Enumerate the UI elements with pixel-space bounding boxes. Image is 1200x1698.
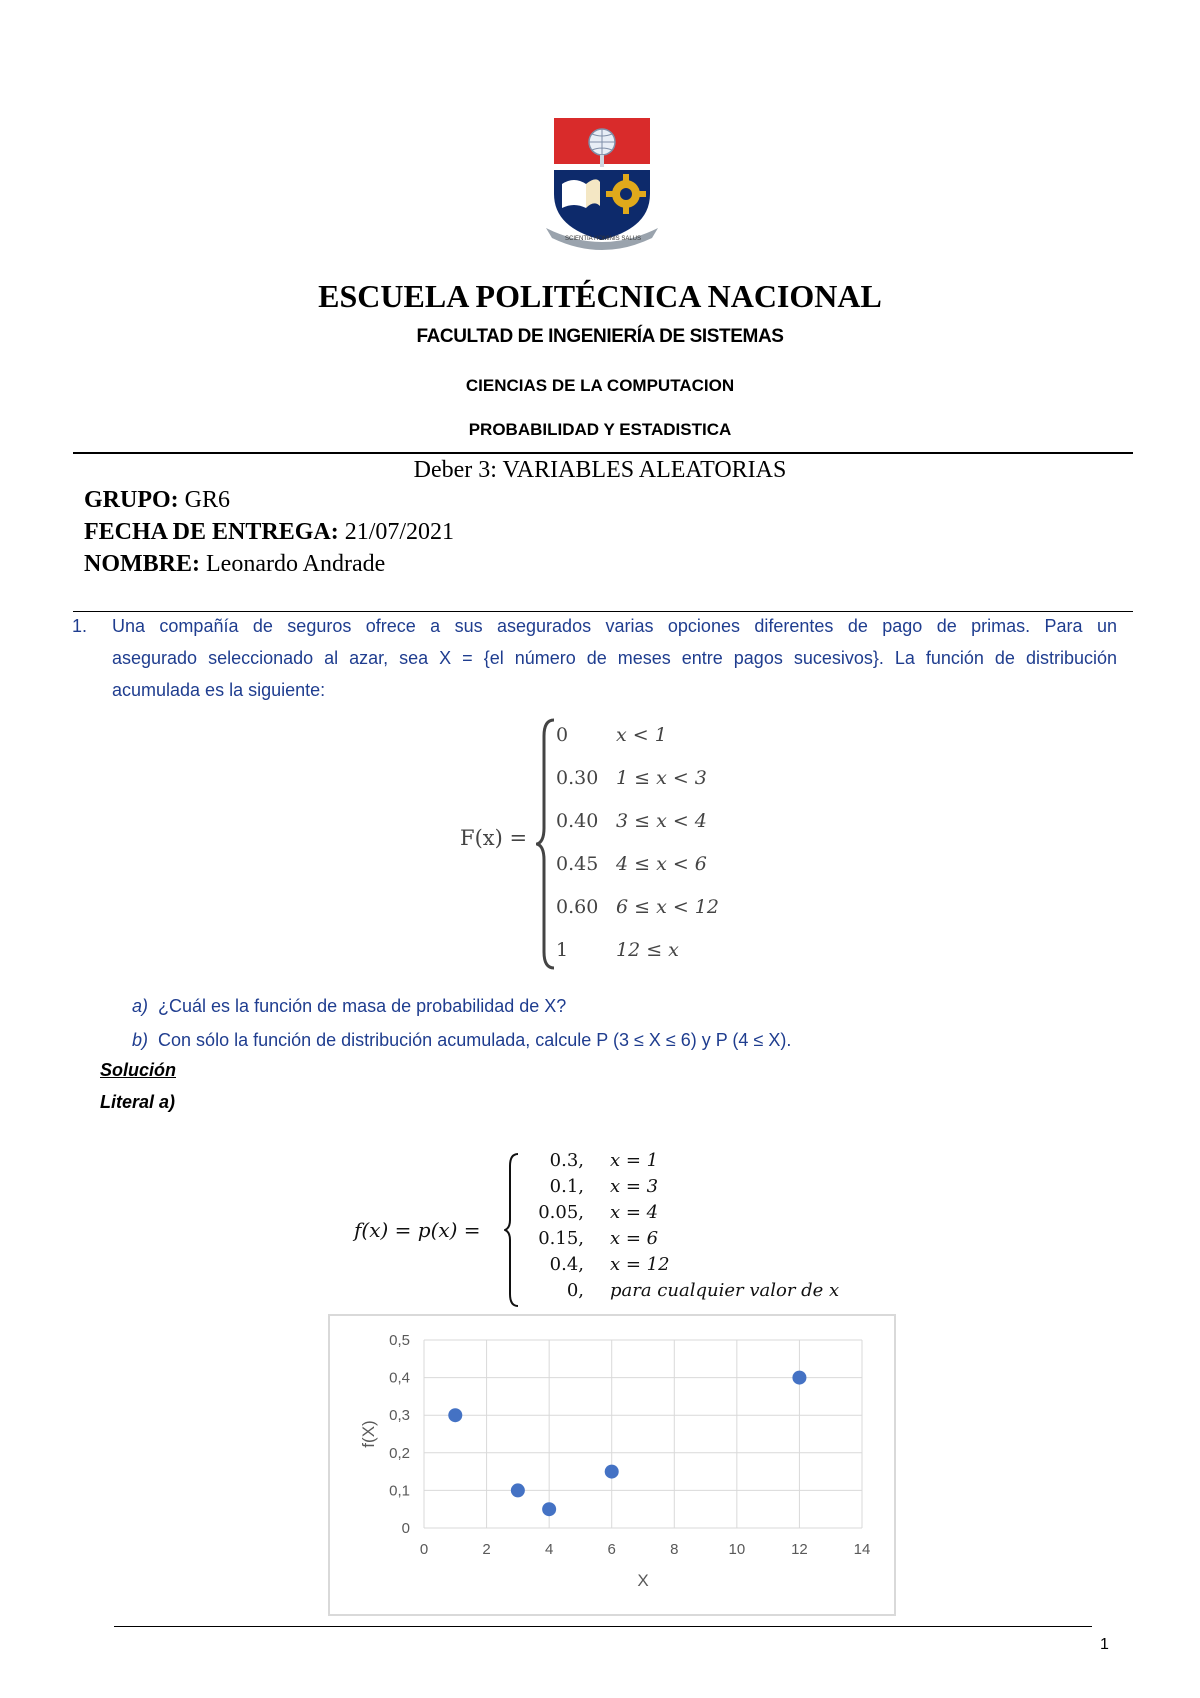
y-tick-label: 0,5 bbox=[389, 1332, 410, 1349]
solution-title: Solución bbox=[100, 1060, 176, 1080]
date-label: FECHA DE ENTREGA: bbox=[84, 519, 339, 545]
data-point bbox=[792, 1371, 806, 1385]
x-tick-label: 0 bbox=[419, 1541, 429, 1558]
pmf-lhs: f(x) = p(x) = bbox=[354, 1218, 481, 1242]
literal-a-heading: Literal a) bbox=[100, 1092, 176, 1112]
pmf-row: 0.3, x = 1 bbox=[549, 1150, 659, 1171]
header-divider bbox=[73, 452, 1133, 454]
pmf-row: 0.15, x = 6 bbox=[538, 1228, 659, 1249]
cdf-lhs: F(x) = bbox=[460, 826, 528, 850]
logo-motto: SCIENTIA HOMINIS SALUS bbox=[564, 236, 642, 242]
page-number: 1 bbox=[1100, 1636, 1109, 1653]
cdf-row: 0.45 4 ≤ x < 6 bbox=[556, 853, 707, 875]
pmf-row: 0.1, x = 3 bbox=[549, 1176, 659, 1197]
cdf-row: 0 x < 1 bbox=[556, 724, 667, 746]
date-value: 21/07/2021 bbox=[344, 519, 455, 545]
pmf-row: 0.4, x = 12 bbox=[549, 1254, 670, 1275]
faculty-name: FACULTAD DE INGENIERÍA DE SISTEMAS bbox=[416, 326, 784, 347]
group-label: GRUPO: bbox=[84, 487, 179, 513]
y-tick-label: 0 bbox=[401, 1520, 410, 1537]
date-line bbox=[84, 519, 454, 546]
cdf-row: 1 12 ≤ x bbox=[556, 939, 679, 961]
x-tick-label: 4 bbox=[544, 1541, 554, 1558]
career-name: CIENCIAS DE LA COMPUTACION bbox=[465, 376, 735, 395]
name-value: Leonardo Andrade bbox=[206, 551, 386, 577]
footer-divider bbox=[114, 1626, 1092, 1627]
pmf-row: 0.05, x = 4 bbox=[538, 1202, 659, 1223]
assignment-title: Deber 3: VARIABLES ALEATORIAS bbox=[413, 457, 787, 483]
subquestion-a: a) ¿Cuál es la función de masa de probabilidad de X? bbox=[132, 996, 567, 1016]
x-tick-label: 12 bbox=[791, 1541, 808, 1558]
pmf-scatter-chart bbox=[328, 1314, 896, 1616]
question-line-1: Una compañía de seguros ofrece a sus asegurados varias opciones diferentes de pago de primas. Para un bbox=[112, 616, 1117, 636]
cdf-row: 0.30 1 ≤ x < 3 bbox=[556, 767, 707, 789]
data-point bbox=[542, 1502, 556, 1516]
university-name: ESCUELA POLITÉCNICA NACIONAL bbox=[318, 278, 882, 314]
x-tick-label: 2 bbox=[482, 1541, 491, 1558]
subquestion-b: b) Con sólo la función de distribución acumulada, calcule P (3 ≤ X ≤ 6) y P (4 ≤ X). bbox=[132, 1030, 792, 1050]
group-value: GR6 bbox=[184, 487, 230, 513]
y-tick-label: 0,4 bbox=[389, 1369, 410, 1387]
data-point bbox=[448, 1408, 462, 1422]
data-point bbox=[511, 1483, 525, 1497]
cdf-row: 0.60 6 ≤ x < 12 bbox=[556, 896, 719, 918]
cdf-equation bbox=[460, 716, 760, 972]
question-line-3: acumulada es la siguiente: bbox=[112, 680, 326, 700]
cdf-row: 0.40 3 ≤ x < 4 bbox=[556, 810, 707, 832]
question-number: 1. bbox=[72, 616, 88, 636]
data-point bbox=[605, 1465, 619, 1479]
question-line-2: asegurado seleccionado al azar, sea X = {el número de meses entre pagos sucesivos}. La función de distribución bbox=[112, 648, 1117, 668]
university-logo bbox=[546, 116, 658, 252]
x-tick-label: 14 bbox=[853, 1541, 871, 1558]
name-label: NOMBRE: bbox=[84, 551, 200, 577]
y-tick-label: 0,1 bbox=[389, 1482, 410, 1500]
group-line bbox=[84, 487, 230, 514]
y-axis-label: f(X) bbox=[359, 1420, 378, 1448]
x-tick-label: 8 bbox=[670, 1541, 679, 1558]
x-axis-label: X bbox=[637, 1571, 649, 1590]
pmf-row: 0, para cualquier valor de x bbox=[566, 1280, 840, 1301]
name-line bbox=[84, 551, 385, 578]
x-tick-label: 10 bbox=[728, 1541, 746, 1558]
course-name: PROBABILIDAD Y ESTADISTICA bbox=[468, 420, 732, 439]
pmf-brace bbox=[504, 1152, 520, 1308]
pmf-equation bbox=[354, 1150, 874, 1310]
chart-canvas bbox=[330, 1316, 894, 1614]
x-tick-label: 6 bbox=[607, 1541, 616, 1558]
y-tick-label: 0,3 bbox=[389, 1407, 410, 1425]
cdf-brace bbox=[536, 716, 556, 972]
y-tick-label: 0,2 bbox=[389, 1444, 410, 1462]
